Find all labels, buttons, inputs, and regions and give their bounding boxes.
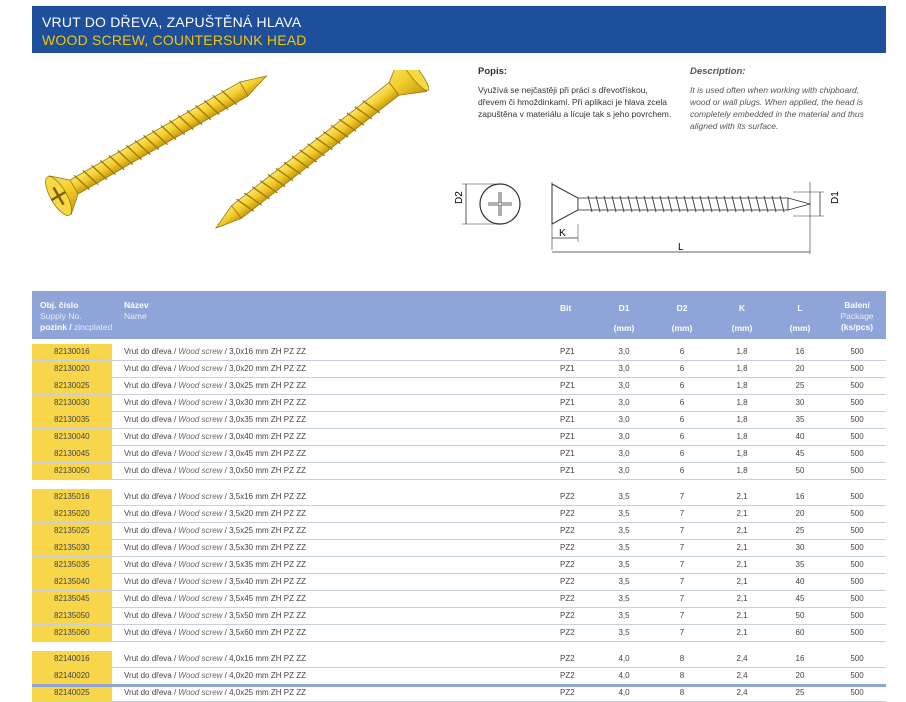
cell-bit: PZ1 xyxy=(560,415,575,424)
label-l: L xyxy=(678,242,684,253)
cell-k: 2,1 xyxy=(736,492,748,501)
cell-name: Vrut do dřeva / Wood screw / 4,0x16 mm ZH PZ ZZ xyxy=(124,654,306,663)
cell-k: 1,8 xyxy=(736,398,748,407)
cell-bit: PZ1 xyxy=(560,381,575,390)
table-body xyxy=(32,344,886,702)
header-k: K (mm) xyxy=(731,303,753,333)
cell-d1: 3,5 xyxy=(618,526,630,535)
cell-name: Vrut do dřeva / Wood screw / 4,0x20 mm ZH PZ ZZ xyxy=(124,671,306,680)
cell-d2: 7 xyxy=(679,611,685,620)
cell-l: 30 xyxy=(795,398,805,407)
cell-bit: PZ2 xyxy=(560,577,575,586)
cell-package: 500 xyxy=(850,543,864,552)
table-row xyxy=(32,463,886,480)
cell-name: Vrut do dřeva / Wood screw / 3,0x25 mm ZH PZ ZZ xyxy=(124,381,306,390)
cell-code: 82130016 xyxy=(32,344,112,360)
cell-package: 500 xyxy=(850,492,864,501)
cell-code: 82135045 xyxy=(32,591,112,607)
cell-k: 2,1 xyxy=(736,543,748,552)
cell-l: 50 xyxy=(795,611,805,620)
cell-package: 500 xyxy=(850,671,864,680)
cell-d1: 3,5 xyxy=(618,543,630,552)
cell-bit: PZ2 xyxy=(560,611,575,620)
cell-bit: PZ1 xyxy=(560,466,575,475)
cell-k: 2,4 xyxy=(736,671,748,680)
cell-bit: PZ2 xyxy=(560,594,575,603)
cell-name: Vrut do dřeva / Wood screw / 3,5x35 mm ZH PZ ZZ xyxy=(124,560,306,569)
cell-l: 45 xyxy=(795,449,805,458)
technical-drawing xyxy=(448,172,848,262)
cell-bit: PZ1 xyxy=(560,364,575,373)
table-row xyxy=(32,489,886,506)
cell-l: 16 xyxy=(795,492,805,501)
cell-l: 45 xyxy=(795,594,805,603)
cell-package: 500 xyxy=(850,466,864,475)
cell-d1: 3,0 xyxy=(618,381,630,390)
cell-k: 1,8 xyxy=(736,415,748,424)
cell-d1: 3,5 xyxy=(618,492,630,501)
cell-bit: PZ2 xyxy=(560,671,575,680)
table-header xyxy=(32,291,886,339)
cell-d2: 6 xyxy=(679,449,685,458)
screw-illustration xyxy=(36,70,436,250)
cell-d1: 4,0 xyxy=(618,654,630,663)
cell-d1: 3,5 xyxy=(618,509,630,518)
cell-package: 500 xyxy=(850,381,864,390)
cell-name: Vrut do dřeva / Wood screw / 3,5x30 mm ZH PZ ZZ xyxy=(124,543,306,552)
table-row xyxy=(32,523,886,540)
cell-d1: 3,5 xyxy=(618,577,630,586)
page-header xyxy=(32,6,886,53)
header-d2: D2 (mm) xyxy=(671,303,693,333)
cell-d1: 3,5 xyxy=(618,611,630,620)
cell-d2: 8 xyxy=(679,654,685,663)
cell-name: Vrut do dřeva / Wood screw / 3,5x45 mm ZH PZ ZZ xyxy=(124,594,306,603)
cell-code: 82135060 xyxy=(32,625,112,641)
label-d1: D1 xyxy=(830,191,841,204)
cell-l: 20 xyxy=(795,364,805,373)
table-row xyxy=(32,361,886,378)
cell-l: 40 xyxy=(795,432,805,441)
cell-name: Vrut do dřeva / Wood screw / 3,5x16 mm ZH PZ ZZ xyxy=(124,492,306,501)
title-cz: VRUT DO DŘEVA, ZAPUŠTĚNÁ HLAVA xyxy=(42,14,302,30)
cell-name: Vrut do dřeva / Wood screw / 4,0x25 mm ZH PZ ZZ xyxy=(124,688,306,697)
cell-bit: PZ2 xyxy=(560,543,575,552)
cell-d1: 3,0 xyxy=(618,347,630,356)
cell-bit: PZ1 xyxy=(560,432,575,441)
table-row xyxy=(32,429,886,446)
cell-l: 60 xyxy=(795,628,805,637)
cell-d2: 6 xyxy=(679,415,685,424)
cell-name: Vrut do dřeva / Wood screw / 3,5x20 mm ZH PZ ZZ xyxy=(124,509,306,518)
cell-code: 82135050 xyxy=(32,608,112,624)
cell-d1: 3,0 xyxy=(618,398,630,407)
table-row xyxy=(32,540,886,557)
cell-package: 500 xyxy=(850,594,864,603)
cell-d2: 6 xyxy=(679,364,685,373)
cell-code: 82130040 xyxy=(32,429,112,445)
description-en-heading: Description: xyxy=(690,66,746,77)
cell-d1: 4,0 xyxy=(618,688,630,697)
cell-d2: 6 xyxy=(679,432,685,441)
cell-l: 25 xyxy=(795,381,805,390)
cell-code: 82135030 xyxy=(32,540,112,556)
cell-l: 25 xyxy=(795,688,805,697)
label-d2: D2 xyxy=(454,191,465,204)
cell-bit: PZ1 xyxy=(560,449,575,458)
cell-code: 82135020 xyxy=(32,506,112,522)
cell-d2: 6 xyxy=(679,381,685,390)
table-row xyxy=(32,574,886,591)
cell-name: Vrut do dřeva / Wood screw / 3,0x45 mm ZH PZ ZZ xyxy=(124,449,306,458)
description-cz-text: Využívá se nejčastěji při práci s dřevotřískou, dřevem či hmoždinkami. Při aplikaci je hlava zcela zapuštěna v materiálu a lícuje tak s jeho povrchem. xyxy=(478,85,672,119)
table-row xyxy=(32,685,886,702)
cell-d1: 4,0 xyxy=(618,671,630,680)
cell-d2: 7 xyxy=(679,509,685,518)
cell-k: 1,8 xyxy=(736,466,748,475)
cell-d1: 3,0 xyxy=(618,449,630,458)
cell-d2: 6 xyxy=(679,466,685,475)
cell-package: 500 xyxy=(850,449,864,458)
cell-bit: PZ2 xyxy=(560,688,575,697)
description-en xyxy=(690,66,880,132)
cell-code: 82140020 xyxy=(32,668,112,684)
cell-name: Vrut do dřeva / Wood screw / 3,5x40 mm ZH PZ ZZ xyxy=(124,577,306,586)
cell-l: 35 xyxy=(795,415,805,424)
cell-bit: PZ2 xyxy=(560,560,575,569)
table-row xyxy=(32,378,886,395)
cell-bit: PZ1 xyxy=(560,398,575,407)
cell-d1: 3,5 xyxy=(618,560,630,569)
label-k: K xyxy=(559,228,566,239)
cell-name: Vrut do dřeva / Wood screw / 3,5x25 mm ZH PZ ZZ xyxy=(124,526,306,535)
table-row xyxy=(32,668,886,685)
header-d1: D1 (mm) xyxy=(613,303,635,333)
cell-d2: 6 xyxy=(679,398,685,407)
cell-d1: 3,0 xyxy=(618,432,630,441)
cell-d2: 8 xyxy=(679,688,685,697)
cell-k: 1,8 xyxy=(736,347,748,356)
cell-k: 2,1 xyxy=(736,611,748,620)
cell-name: Vrut do dřeva / Wood screw / 3,0x50 mm ZH PZ ZZ xyxy=(124,466,306,475)
description-en-text: It is used often when working with chipboard, wood or wall plugs. When applied, the head is completely embedded in the material and thus aligned with its surface. xyxy=(690,85,864,131)
cell-package: 500 xyxy=(850,611,864,620)
cell-bit: PZ1 xyxy=(560,347,575,356)
table-row xyxy=(32,557,886,574)
cell-k: 1,8 xyxy=(736,364,748,373)
cell-l: 25 xyxy=(795,526,805,535)
cell-code: 82130020 xyxy=(32,361,112,377)
cell-name: Vrut do dřeva / Wood screw / 3,0x40 mm ZH PZ ZZ xyxy=(124,432,306,441)
cell-package: 500 xyxy=(850,628,864,637)
cell-package: 500 xyxy=(850,364,864,373)
title-en: WOOD SCREW, COUNTERSUNK HEAD xyxy=(42,32,307,48)
cell-d2: 7 xyxy=(679,628,685,637)
table-row xyxy=(32,506,886,523)
cell-code: 82135040 xyxy=(32,574,112,590)
header-name: Název Name xyxy=(124,300,149,321)
cell-k: 2,4 xyxy=(736,654,748,663)
cell-k: 2,1 xyxy=(736,594,748,603)
cell-l: 50 xyxy=(795,466,805,475)
cell-code: 82135025 xyxy=(32,523,112,539)
cell-d2: 8 xyxy=(679,671,685,680)
cell-name: Vrut do dřeva / Wood screw / 3,0x30 mm ZH PZ ZZ xyxy=(124,398,306,407)
cell-bit: PZ2 xyxy=(560,654,575,663)
cell-code: 82135035 xyxy=(32,557,112,573)
cell-package: 500 xyxy=(850,398,864,407)
cell-l: 20 xyxy=(795,509,805,518)
head-view xyxy=(454,184,520,224)
cell-code: 82130035 xyxy=(32,412,112,428)
cell-l: 16 xyxy=(795,347,805,356)
header-package: Balení Package (ks/pcs) xyxy=(840,300,874,332)
cell-package: 500 xyxy=(850,509,864,518)
group-gap xyxy=(32,642,886,651)
cell-name: Vrut do dřeva / Wood screw / 3,0x16 mm ZH PZ ZZ xyxy=(124,347,306,356)
cell-k: 2,1 xyxy=(736,628,748,637)
cell-package: 500 xyxy=(850,432,864,441)
table-row xyxy=(32,412,886,429)
cell-d2: 7 xyxy=(679,492,685,501)
side-view xyxy=(552,182,841,254)
cell-code: 82130025 xyxy=(32,378,112,394)
cell-d1: 3,5 xyxy=(618,594,630,603)
cell-package: 500 xyxy=(850,415,864,424)
cell-bit: PZ2 xyxy=(560,492,575,501)
cell-code: 82130045 xyxy=(32,446,112,462)
description-cz-heading: Popis: xyxy=(478,66,508,77)
cell-d1: 3,0 xyxy=(618,364,630,373)
cell-k: 2,1 xyxy=(736,560,748,569)
cell-d2: 7 xyxy=(679,594,685,603)
cell-d2: 7 xyxy=(679,526,685,535)
cell-d2: 7 xyxy=(679,543,685,552)
cell-k: 2,1 xyxy=(736,577,748,586)
table-row xyxy=(32,625,886,642)
header-bit: Bit xyxy=(560,303,572,313)
cell-name: Vrut do dřeva / Wood screw / 3,5x60 mm ZH PZ ZZ xyxy=(124,628,306,637)
cell-name: Vrut do dřeva / Wood screw / 3,0x20 mm ZH PZ ZZ xyxy=(124,364,306,373)
cell-code: 82130050 xyxy=(32,463,112,479)
cell-l: 30 xyxy=(795,543,805,552)
cell-code: 82130030 xyxy=(32,395,112,411)
cell-k: 2,1 xyxy=(736,509,748,518)
cell-package: 500 xyxy=(850,347,864,356)
cell-bit: PZ2 xyxy=(560,526,575,535)
cell-k: 2,1 xyxy=(736,526,748,535)
table-row xyxy=(32,608,886,625)
cell-k: 1,8 xyxy=(736,432,748,441)
cell-package: 500 xyxy=(850,688,864,697)
cell-name: Vrut do dřeva / Wood screw / 3,5x50 mm ZH PZ ZZ xyxy=(124,611,306,620)
description-cz xyxy=(478,66,678,120)
cell-k: 1,8 xyxy=(736,381,748,390)
table-row xyxy=(32,651,886,668)
table-row xyxy=(32,395,886,412)
cell-code: 82135016 xyxy=(32,489,112,505)
cell-l: 40 xyxy=(795,577,805,586)
cell-name: Vrut do dřeva / Wood screw / 3,0x35 mm ZH PZ ZZ xyxy=(124,415,306,424)
cell-package: 500 xyxy=(850,560,864,569)
cell-package: 500 xyxy=(850,577,864,586)
cell-k: 1,8 xyxy=(736,449,748,458)
cell-package: 500 xyxy=(850,654,864,663)
table-bottom-bar xyxy=(32,684,886,687)
group-gap xyxy=(32,480,886,489)
cell-d2: 6 xyxy=(679,347,685,356)
cell-code: 82140016 xyxy=(32,651,112,667)
cell-l: 16 xyxy=(795,654,805,663)
table-row xyxy=(32,591,886,608)
cell-d2: 7 xyxy=(679,577,685,586)
table-row xyxy=(32,446,886,463)
cell-bit: PZ2 xyxy=(560,509,575,518)
cell-d2: 7 xyxy=(679,560,685,569)
table-row xyxy=(32,344,886,361)
cell-k: 2,4 xyxy=(736,688,748,697)
cell-d1: 3,0 xyxy=(618,415,630,424)
cell-d1: 3,0 xyxy=(618,466,630,475)
cell-package: 500 xyxy=(850,526,864,535)
cell-l: 20 xyxy=(795,671,805,680)
header-code: Obj. číslo Supply No. pozink / zincplated xyxy=(40,300,113,332)
header-l: L (mm) xyxy=(789,303,811,333)
cell-code: 82140025 xyxy=(32,685,112,701)
cell-l: 35 xyxy=(795,560,805,569)
cell-d1: 3,5 xyxy=(618,628,630,637)
cell-bit: PZ2 xyxy=(560,628,575,637)
screw-left xyxy=(41,70,278,219)
